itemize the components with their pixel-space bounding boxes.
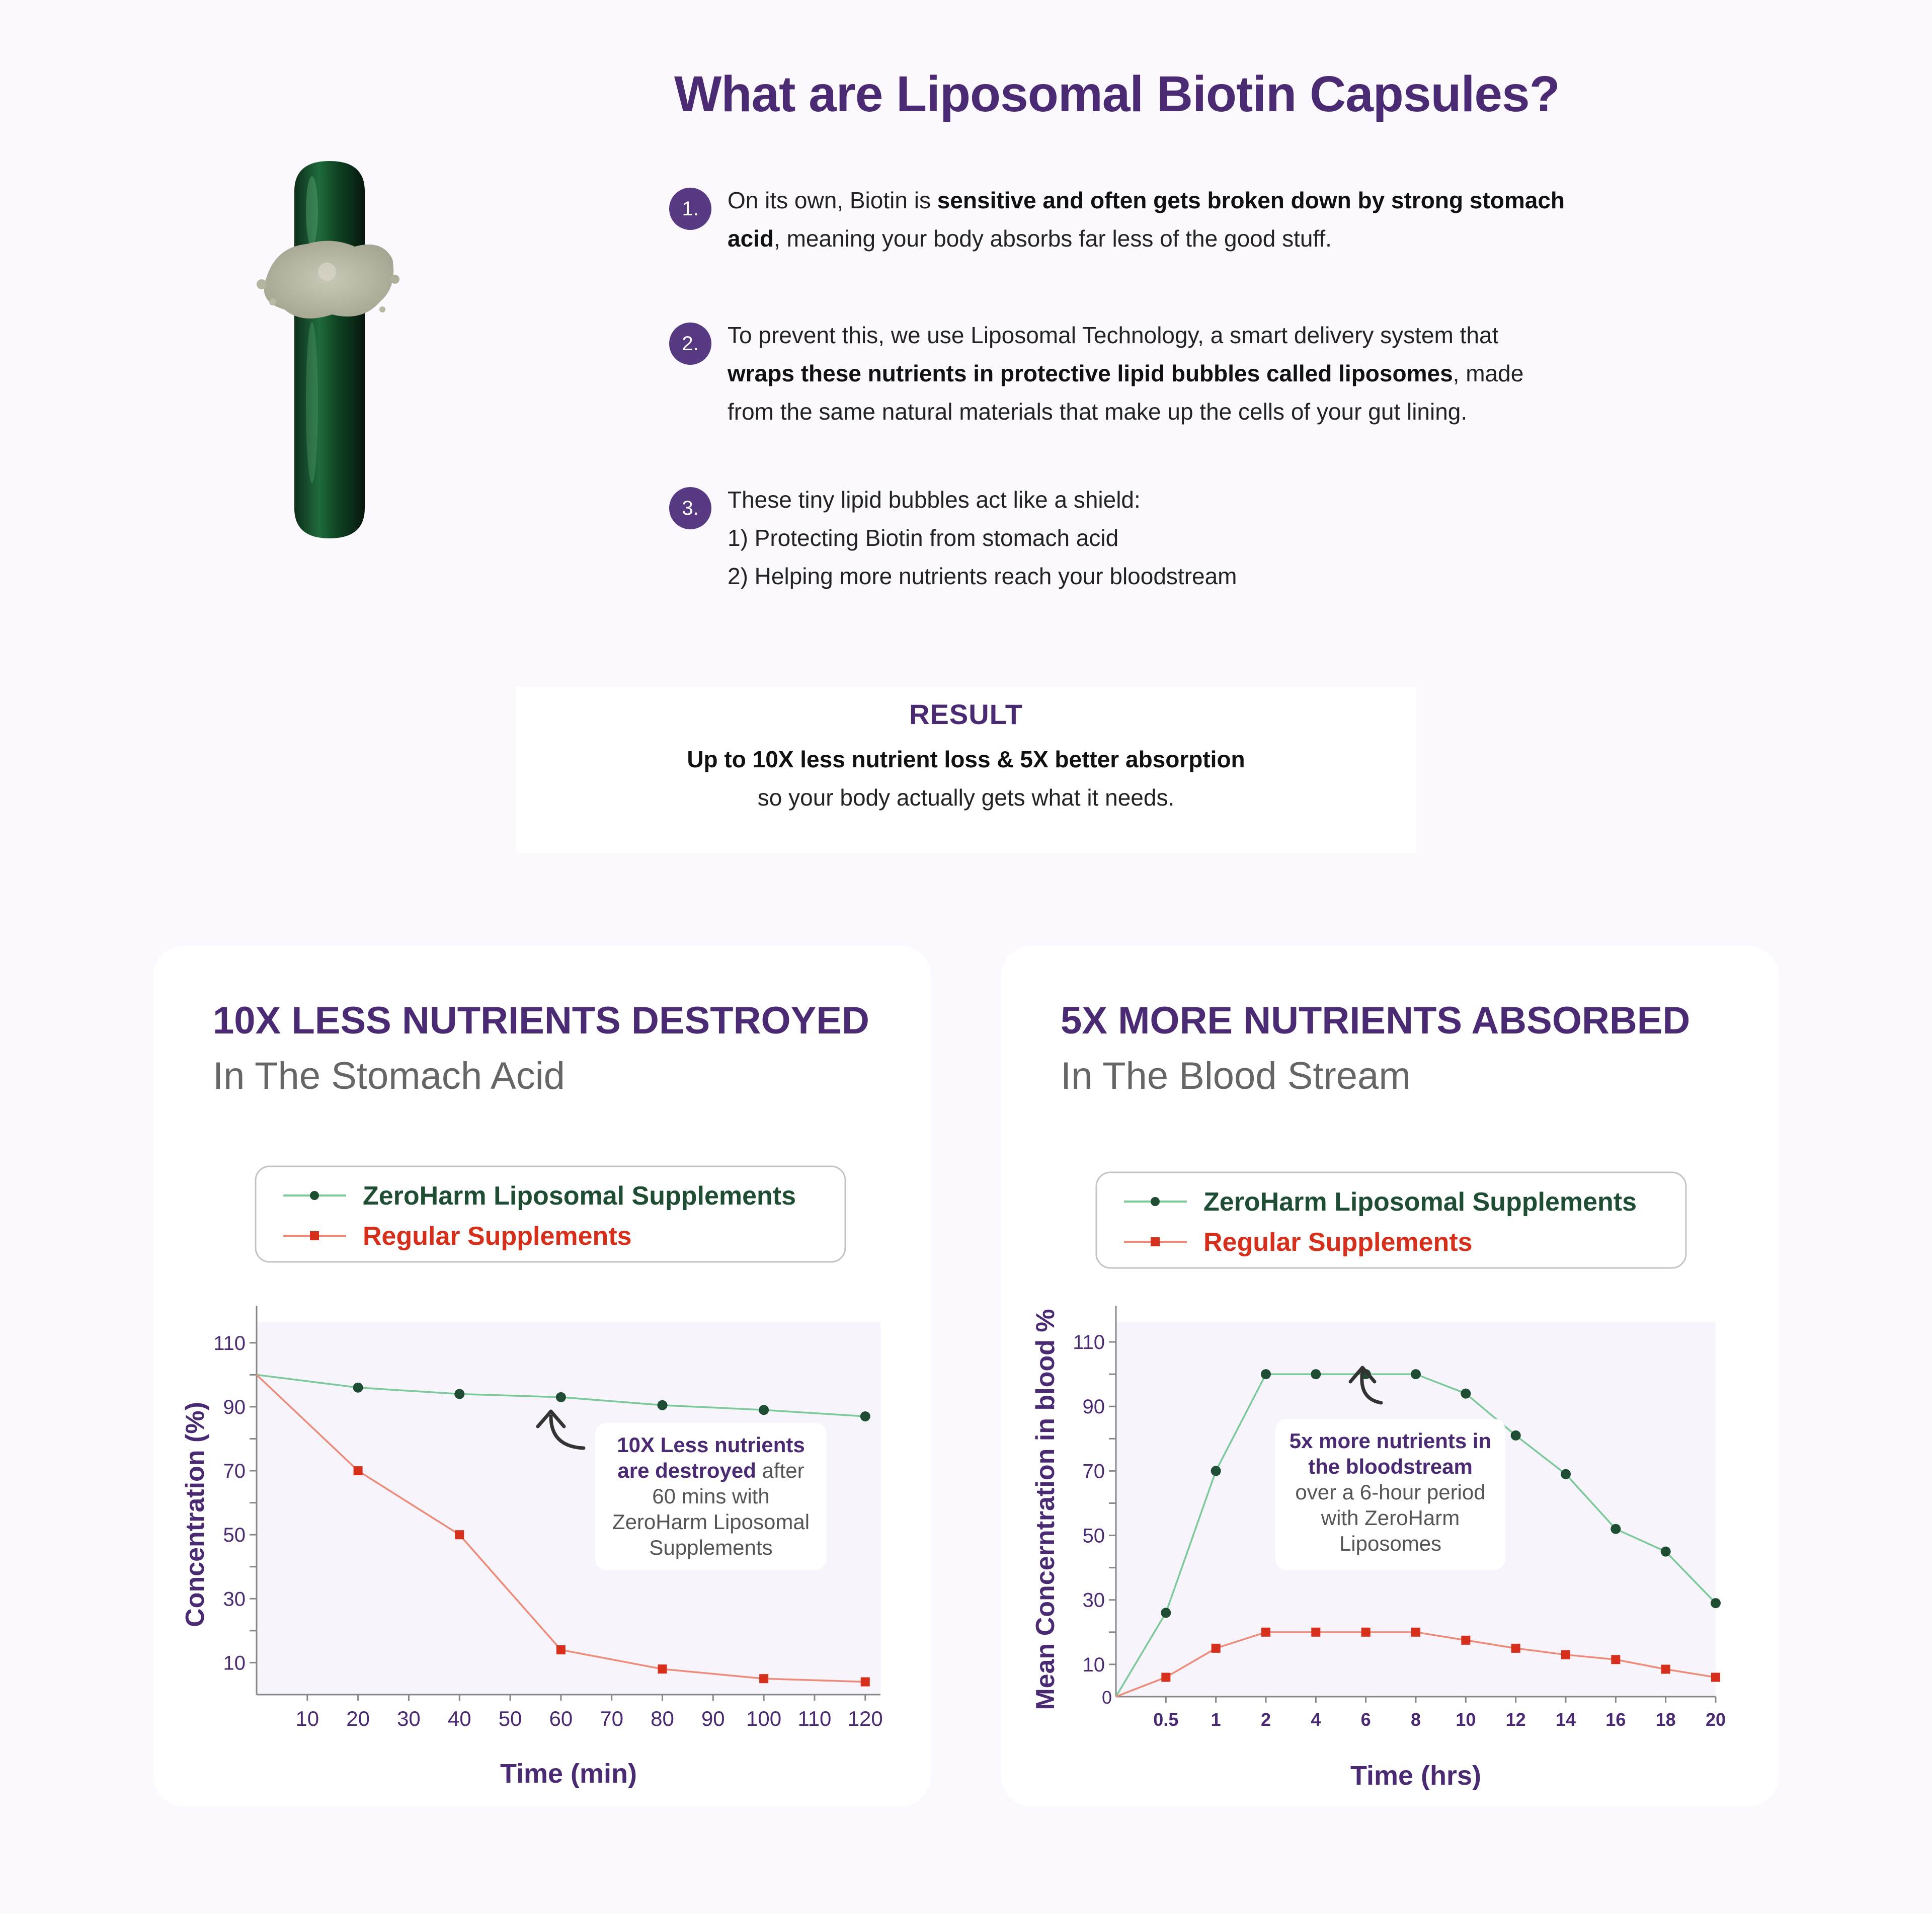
point-number-badge: 3.: [669, 487, 711, 529]
point-text-bold: wraps these nutrients in protective lipid bubbles called liposomes: [728, 360, 1453, 386]
data-point-regular: [658, 1664, 667, 1673]
point-text-line: [728, 219, 1332, 258]
y-tick-label: 10: [223, 1652, 246, 1674]
result-line-1: Up to 10X less nutrient loss & 5X better absorption: [687, 746, 1245, 772]
point-text: On its own, Biotin is: [728, 187, 937, 213]
data-point-regular: [1311, 1628, 1320, 1637]
x-tick-label: 4: [1311, 1709, 1321, 1730]
x-tick-label: 20: [1705, 1709, 1726, 1730]
data-point-regular: [1161, 1673, 1170, 1682]
point-text: 1) Protecting Biotin from stomach acid: [728, 525, 1119, 551]
card-title: 10X LESS NUTRIENTS DESTROYED: [213, 999, 869, 1042]
data-point-zeroharm: [1411, 1369, 1421, 1379]
data-point-zeroharm: [1211, 1466, 1221, 1476]
blood-stream-chart: [1001, 946, 1779, 1806]
x-axis-title: Time (hrs): [1350, 1761, 1482, 1791]
point-text: , made: [1453, 360, 1524, 386]
point-text-line: [728, 392, 1467, 431]
data-point-regular: [1411, 1628, 1420, 1637]
y-tick-label: 10: [1082, 1653, 1105, 1676]
x-tick-label: 10: [295, 1707, 319, 1730]
annotation-text: over a 6-hour period: [1295, 1480, 1486, 1504]
data-point-zeroharm: [1311, 1369, 1321, 1379]
point-number-badge: 1.: [669, 188, 711, 230]
y-axis-title: Mean Concerntration in blood %: [1031, 1309, 1060, 1710]
legend-label-regular: Regular Supplements: [1203, 1228, 1473, 1257]
data-point-regular: [759, 1674, 768, 1683]
point-text: To prevent this, we use Liposomal Technology, a smart delivery system that: [728, 322, 1499, 348]
x-tick-label: 70: [600, 1707, 624, 1730]
y-tick-label: 50: [1082, 1525, 1105, 1547]
x-tick-label: 16: [1605, 1709, 1626, 1730]
point-text-line: [728, 181, 1565, 219]
annotation-bold: are destroyed: [617, 1459, 756, 1482]
stomach-acid-chart: [153, 946, 931, 1806]
point-text-line: [728, 354, 1523, 392]
x-tick-label: 30: [397, 1707, 421, 1730]
result-box: [516, 687, 1416, 853]
result-heading: RESULT: [909, 698, 1023, 730]
point-text-bold: sensitive and often gets broken down by strong stomach: [937, 187, 1565, 213]
point-text-line: [728, 481, 1141, 519]
chart-card-blood: [1001, 946, 1779, 1806]
point-text: 2) Helping more nutrients reach your bloodstream: [728, 563, 1237, 589]
x-tick-label: 100: [746, 1707, 782, 1730]
legend-marker-regular: [310, 1231, 319, 1240]
annotation-bold: the bloodstream: [1308, 1455, 1473, 1478]
point-text-line: [728, 316, 1498, 354]
annotation-bold: 5x more nutrients in: [1289, 1429, 1492, 1453]
data-point-regular: [1461, 1636, 1470, 1645]
x-tick-label: 18: [1655, 1709, 1676, 1730]
point-text-line: [728, 557, 1237, 595]
y-tick-label: 70: [1082, 1460, 1105, 1483]
data-point-regular: [1611, 1655, 1620, 1664]
x-tick-label: 1: [1211, 1709, 1221, 1730]
legend-marker-regular: [1151, 1237, 1160, 1246]
annotation-text: Liposomes: [1339, 1532, 1442, 1555]
point-number-badge: 2.: [669, 323, 711, 365]
chart-card-stomach: [153, 946, 931, 1806]
x-tick-label: 8: [1410, 1709, 1421, 1730]
data-point-zeroharm: [1461, 1389, 1471, 1399]
x-axis-title: Time (min): [500, 1759, 637, 1789]
data-point-zeroharm: [860, 1411, 870, 1421]
data-point-regular: [1212, 1644, 1221, 1653]
data-point-zeroharm: [658, 1400, 668, 1410]
data-point-zeroharm: [759, 1405, 769, 1415]
data-point-regular: [556, 1645, 566, 1654]
legend-label-zeroharm: ZeroHarm Liposomal Supplements: [363, 1181, 796, 1211]
data-point-zeroharm: [1561, 1469, 1571, 1479]
data-point-regular: [1511, 1644, 1520, 1653]
annotation-text: ZeroHarm Liposomal: [612, 1510, 810, 1534]
y-tick-label: 90: [223, 1396, 246, 1418]
data-point-regular: [354, 1466, 363, 1475]
legend-label-zeroharm: ZeroHarm Liposomal Supplements: [1203, 1187, 1637, 1217]
data-point-regular: [1661, 1665, 1670, 1674]
annotation-text: with ZeroHarm: [1321, 1506, 1460, 1530]
legend-label-regular: Regular Supplements: [363, 1222, 632, 1251]
annotation-text: Supplements: [649, 1536, 773, 1559]
page-title: What are Liposomal Biotin Capsules?: [674, 66, 1560, 122]
data-point-zeroharm: [1611, 1524, 1621, 1534]
y-axis-title: Concentration (%): [181, 1402, 210, 1627]
point-text: , meaning your body absorbs far less of the good stuff.: [774, 225, 1332, 252]
x-tick-label: 60: [549, 1707, 573, 1730]
point-text: These tiny lipid bubbles act like a shield:: [728, 487, 1141, 513]
x-tick-label: 20: [346, 1707, 370, 1730]
x-tick-label: 6: [1360, 1709, 1371, 1730]
data-point-regular: [1561, 1650, 1570, 1659]
x-tick-label: 80: [651, 1707, 674, 1730]
point-text-line: [728, 519, 1118, 557]
x-tick-label: 40: [447, 1707, 471, 1730]
data-point-zeroharm: [353, 1383, 363, 1393]
data-point-zeroharm: [1261, 1369, 1271, 1379]
y-tick-label: 110: [1073, 1331, 1105, 1354]
data-point-regular: [1261, 1628, 1270, 1637]
x-tick-label: 10: [1456, 1709, 1476, 1730]
data-point-regular: [861, 1678, 870, 1687]
y-tick-label: 30: [1082, 1589, 1105, 1612]
point-text-bold: acid: [728, 225, 774, 252]
x-tick-label: 14: [1555, 1709, 1576, 1730]
annotation-line: [617, 1459, 804, 1482]
y-tick-label: 90: [1082, 1396, 1105, 1418]
result-line-2: so your body actually gets what it needs.: [757, 784, 1175, 811]
y-tick-label: 30: [223, 1588, 246, 1611]
legend-marker-zeroharm: [310, 1191, 319, 1200]
x-tick-label: 50: [498, 1707, 522, 1730]
x-tick-label: 0.5: [1153, 1709, 1179, 1730]
y-tick-label: 110: [213, 1332, 246, 1354]
y-tick-label-zero: 0: [1101, 1687, 1112, 1708]
data-point-zeroharm: [1161, 1608, 1171, 1618]
capsule-image: [247, 151, 413, 553]
legend-marker-zeroharm: [1151, 1197, 1160, 1206]
card-subtitle: In The Blood Stream: [1061, 1055, 1411, 1097]
y-tick-label: 50: [223, 1524, 246, 1547]
x-tick-label: 110: [797, 1707, 832, 1730]
data-point-zeroharm: [454, 1389, 464, 1399]
data-point-regular: [455, 1530, 464, 1539]
card-title: 5X MORE NUTRIENTS ABSORBED: [1061, 999, 1691, 1042]
point-text: from the same natural materials that make up the cells of your gut lining.: [728, 398, 1468, 425]
data-point-regular: [1711, 1673, 1720, 1682]
x-tick-label: 90: [701, 1707, 725, 1730]
x-tick-label: 2: [1260, 1709, 1271, 1730]
annotation-bold: 10X Less nutrients: [617, 1433, 805, 1457]
data-point-zeroharm: [556, 1392, 566, 1402]
data-point-zeroharm: [1711, 1598, 1721, 1608]
data-point-zeroharm: [1661, 1547, 1671, 1557]
y-tick-label: 70: [223, 1460, 246, 1483]
card-subtitle: In The Stomach Acid: [213, 1055, 565, 1097]
data-point-regular: [1361, 1628, 1371, 1637]
annotation-text: after: [756, 1459, 804, 1482]
x-tick-label: 12: [1505, 1709, 1526, 1730]
x-tick-label: 120: [847, 1707, 883, 1730]
annotation-text: 60 mins with: [652, 1484, 770, 1508]
data-point-zeroharm: [1511, 1430, 1521, 1441]
